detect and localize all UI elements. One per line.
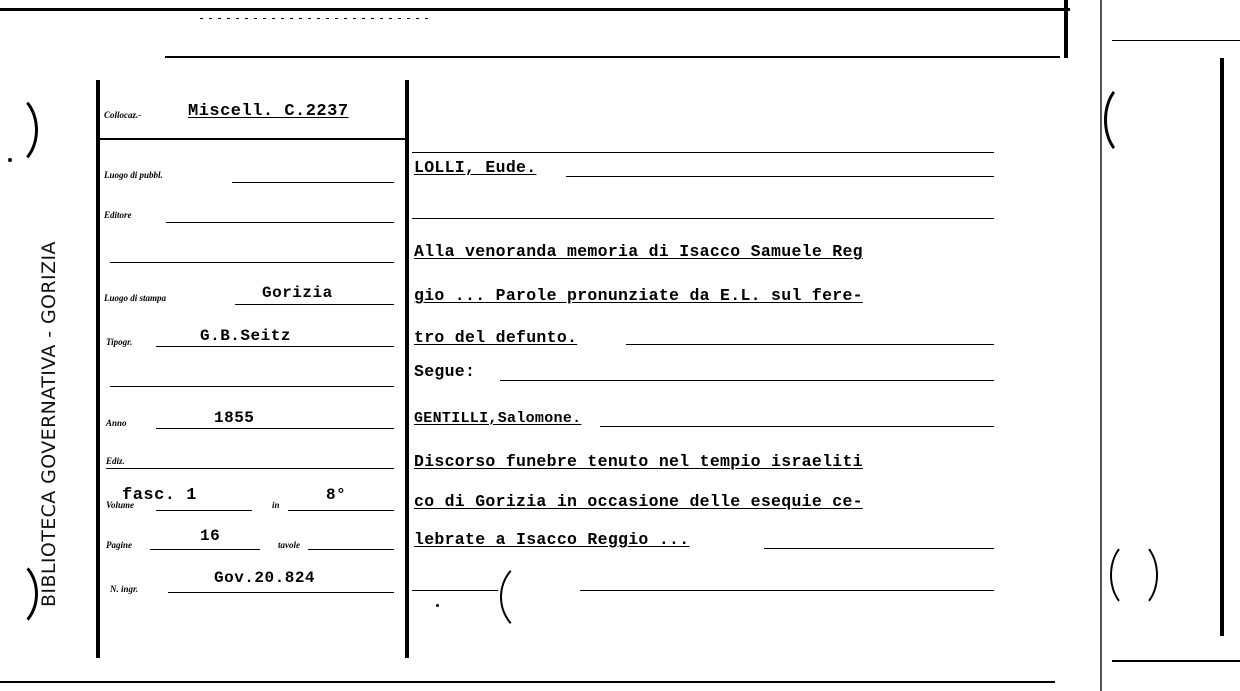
top-border	[0, 8, 1070, 11]
punch-hole-bottom	[0, 558, 38, 630]
entry-rule-1	[566, 176, 994, 177]
entry-title-line-1: Alla venoranda memoria di Isacco Samuele Reg	[414, 242, 863, 261]
tipografia-value: G.B.Seitz	[200, 327, 291, 345]
bottom-border	[0, 681, 1055, 683]
top-border-dotted	[200, 18, 430, 19]
editore-rule-2	[110, 262, 394, 263]
editore-rule	[166, 222, 394, 223]
anno-label: Anno	[106, 418, 127, 428]
card-right-border	[1100, 0, 1102, 691]
next-card-hole-top	[1104, 82, 1154, 158]
entry-author: LOLLI, Eude.	[414, 158, 537, 177]
entry-title-line-2: gio ... Parole pronunziate da E.L. sul fere-	[414, 286, 863, 305]
tavole-rule	[308, 549, 394, 550]
entry-title2-line-1: Discorso funebre tenuto nel tempio israeliti	[414, 452, 863, 471]
next-card-top-rule	[1112, 40, 1240, 41]
luogo-stampa-label: Luogo di stampa	[104, 293, 167, 303]
entry-rule-5	[600, 426, 994, 427]
collocazione-label: Collocaz.-	[104, 110, 142, 120]
entry-rule-4	[500, 380, 994, 381]
entry-author-2: GENTILLI,Salomone.	[414, 410, 582, 427]
card-right-edge	[1064, 0, 1068, 58]
pagine-rule	[150, 549, 260, 550]
luogo-stampa-value: Gorizia	[262, 284, 333, 302]
collocazione-value: Miscell. C.2237	[188, 102, 349, 121]
entry-title2-line-2: co di Gorizia in occasione delle esequie ce-	[414, 492, 863, 511]
n-ingr-value: Gov.20.824	[214, 569, 316, 587]
anno-rule	[156, 428, 394, 429]
entry-rule-0	[412, 152, 994, 153]
library-stamp: BIBLIOTECA GOVERNATIVA - GORIZIA	[38, 241, 60, 607]
edizione-rule	[106, 468, 394, 469]
in-label: in	[272, 500, 280, 510]
punch-hole-top	[0, 92, 38, 168]
next-card-bottom-rule	[1112, 660, 1240, 662]
formato-rule	[288, 510, 394, 511]
entry-title-line-3: tro del defunto.	[414, 328, 578, 347]
entry-rule-8	[580, 590, 994, 591]
anno-value: 1855	[214, 409, 255, 427]
entry-rule-3	[626, 344, 994, 345]
tipografia-label: Tipogr.	[106, 337, 133, 347]
next-card-hole-bottom	[1110, 540, 1158, 610]
luogo-stampa-rule	[235, 304, 394, 305]
next-card-column	[1220, 58, 1224, 636]
collocazione-rule	[100, 138, 405, 140]
edizione-label: Ediz.	[106, 456, 125, 466]
n-ingr-rule	[168, 592, 394, 593]
fasc-value: fasc. 1	[122, 486, 197, 505]
volume-label: Volume	[106, 500, 135, 510]
entry-rule-6	[764, 548, 994, 549]
luogo-pubbl-rule	[232, 182, 394, 183]
entry-title2-line-3: lebrate a Isacco Reggio ...	[414, 530, 690, 549]
tavole-label: tavole	[278, 540, 300, 550]
left-column-border	[96, 80, 100, 658]
entry-rule-2	[412, 218, 994, 219]
editore-label: Editore	[104, 210, 132, 220]
tipografia-rule-2	[110, 386, 394, 387]
bracket-mark	[500, 560, 564, 634]
volume-rule	[156, 510, 252, 511]
tipografia-rule	[156, 346, 394, 347]
pagine-value: 16	[200, 527, 221, 545]
top-rule	[165, 56, 1060, 58]
pagine-label: Pagine	[106, 540, 132, 550]
entry-segue: Segue:	[414, 362, 476, 381]
formato-value: 8°	[326, 486, 347, 504]
entry-rule-7	[412, 590, 498, 591]
mark-dot-2	[436, 604, 439, 607]
n-ingr-label: N. ingr.	[110, 584, 139, 594]
column-divider	[405, 80, 409, 658]
luogo-pubbl-label: Luogo di pubbl.	[104, 170, 163, 180]
mark-dot	[8, 158, 12, 162]
